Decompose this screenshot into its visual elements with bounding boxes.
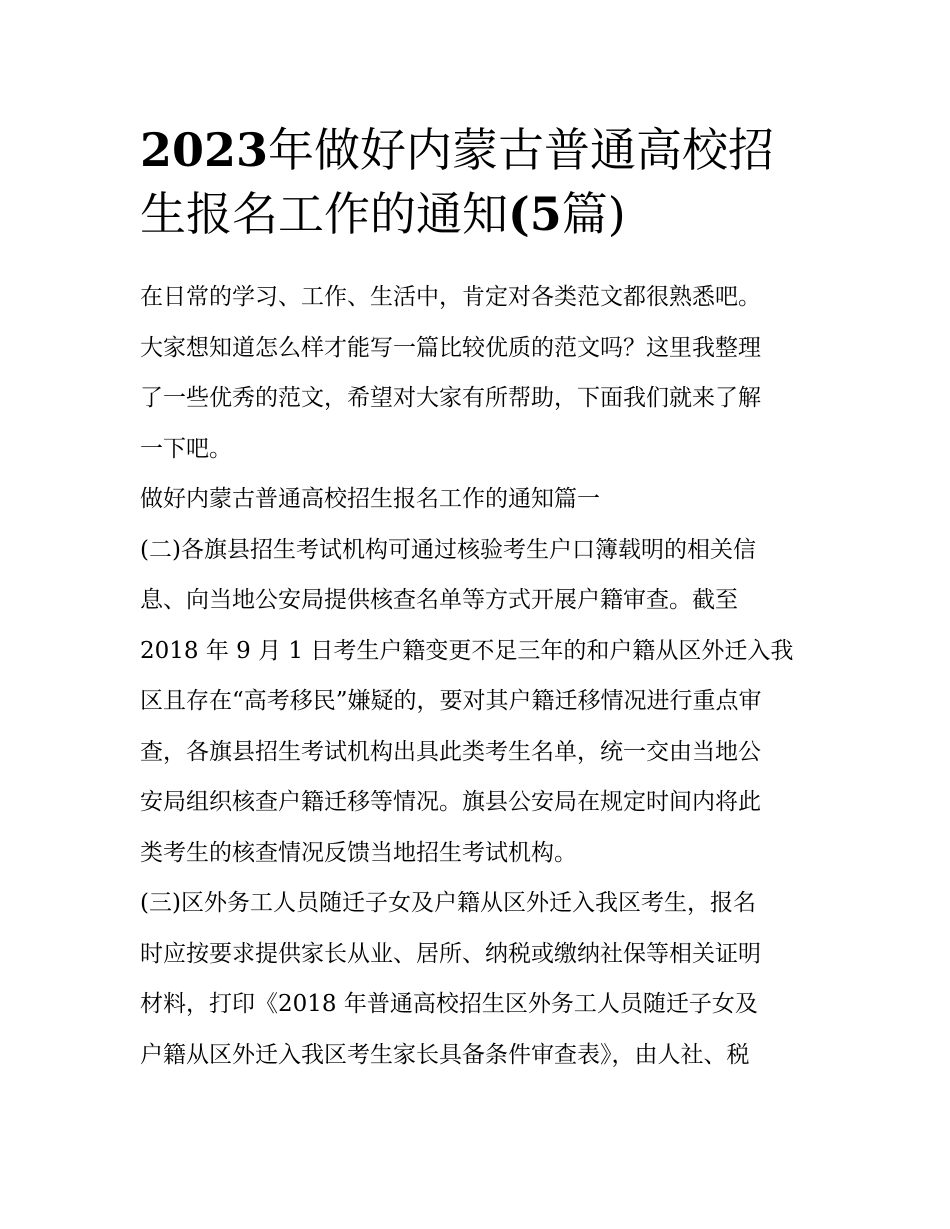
title-text-1: 年做好内蒙古普通高校招 <box>268 123 775 177</box>
section-heading <box>140 474 812 525</box>
paragraph-line: 2018 年 9 月 1 日考生户籍变更不足三年的和户籍从区外迁入我 <box>140 637 794 664</box>
section-heading-text: 做好内蒙古普通高校招生报名工作的通知篇一 <box>140 486 600 512</box>
paragraph-line: 户籍从区外迁入我区考生家长具备条件审查表》，由人社、税 <box>140 1041 750 1068</box>
document-content <box>140 118 812 1080</box>
document-title <box>140 118 812 246</box>
document-body <box>140 272 812 1080</box>
paragraph-line: (二)各旗县招生考试机构可通过核验考生户口簿载明的相关信 <box>140 536 756 563</box>
title-count: (5 <box>508 187 562 241</box>
paragraph-line: (三)区外务工人员随迁子女及户籍从区外迁入我区考生，报名 <box>140 890 756 916</box>
title-line-1 <box>140 118 812 182</box>
paragraph-two <box>140 525 812 879</box>
title-line-2 <box>140 182 812 246</box>
paragraph-line: 区且存在“高考移民”嫌疑的，要对其户籍迁移情况进行重点审 <box>140 688 762 714</box>
intro-line: 了一些优秀的范文，希望对大家有所帮助，下面我们就来了解 <box>140 385 761 411</box>
title-year: 2023 <box>140 123 269 177</box>
paragraph-line: 材料，打印《2018 年普通高校招生区外务工人员随迁子女及 <box>140 991 758 1017</box>
paragraph-line: 时应按要求提供家长从业、居所、纳税或缴纳社保等相关证明 <box>140 940 761 967</box>
paragraph-three <box>140 878 812 1080</box>
paragraph-line: 查，各旗县招生考试机构出具此类考生名单，统一交由当地公 <box>140 738 761 765</box>
intro-line: 在日常的学习、工作、生活中，肯定对各类范文都很熟悉吧。 <box>140 284 761 310</box>
intro-paragraph <box>140 272 812 474</box>
intro-line: 大家想知道怎么样才能写一篇比较优质的范文吗？这里我整理 <box>140 334 761 361</box>
intro-line: 一下吧。 <box>140 435 232 462</box>
paragraph-line: 安局组织核查户籍迁移等情况。旗县公安局在规定时间内将此 <box>140 789 761 815</box>
paragraph-line: 类考生的核查情况反馈当地招生考试机构。 <box>140 839 577 866</box>
title-suffix: 篇) <box>561 187 626 241</box>
paragraph-line: 息、向当地公安局提供核查名单等方式开展户籍审查。截至 <box>140 587 738 613</box>
title-text-2: 生报名工作的通知 <box>140 187 508 241</box>
